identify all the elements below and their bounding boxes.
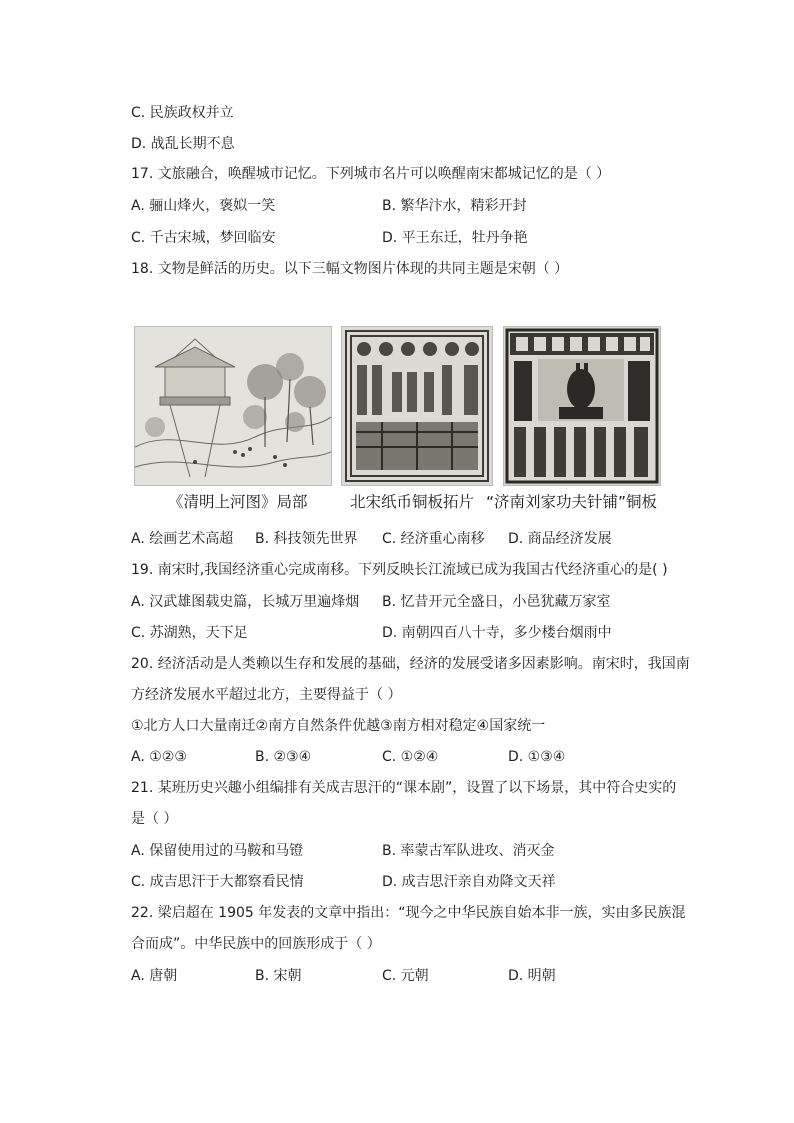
q22-stem-line1: 22. 梁启超在 1905 年发表的文章中指出：“现今之中华民族自始本非一族，实由多民族混 xyxy=(131,905,686,921)
q20-stem-line1: 20. 经济活动是人类赖以生存和发展的基础，经济的发展受诸多因素影响。南宋时，我国南 xyxy=(131,656,690,672)
q19-option-c[interactable]: C. 苏湖熟，天下足 xyxy=(131,625,248,641)
caption-needle-shop: “济南刘家功夫针铺”铜板 xyxy=(486,493,658,511)
song-paper-money-plate-image xyxy=(341,326,493,486)
q22-option-d[interactable]: D. 明朝 xyxy=(508,968,556,984)
caption-paper-money: 北宋纸币铜板拓片 xyxy=(350,493,475,511)
q16-option-c: C. 民族政权并立 xyxy=(131,105,234,121)
needle-shop-copper-plate-image xyxy=(503,326,661,486)
q21-option-c[interactable]: C. 成吉思汗于大都察看民情 xyxy=(131,874,304,890)
q20-stem-line2: 方经济发展水平超过北方，主要得益于（ ） xyxy=(131,687,402,703)
q19-stem: 19. 南宋时,我国经济重心完成南移。下列反映长江流域已成为我国古代经济重心的是( ) xyxy=(131,562,668,578)
q21-option-d[interactable]: D. 成吉思汗亲自劝降文天祥 xyxy=(382,874,556,890)
q17-option-c[interactable]: C. 千古宋城，梦回临安 xyxy=(131,230,276,246)
q19-option-a[interactable]: A. 汉武雄图载史篇，长城万里遍烽烟 xyxy=(131,594,360,610)
q22-option-b[interactable]: B. 宋朝 xyxy=(255,968,302,984)
q18-stem: 18. 文物是鲜活的历史。以下三幅文物图片体现的共同主题是宋朝（ ） xyxy=(131,261,569,277)
q20-option-d[interactable]: D. ①③④ xyxy=(508,749,566,765)
q17-option-a[interactable]: A. 骊山烽火，褒姒一笑 xyxy=(131,198,276,214)
caption-qingming: 《清明上河图》局部 xyxy=(168,493,308,511)
q22-option-c[interactable]: C. 元朝 xyxy=(382,968,429,984)
q18-option-d[interactable]: D. 商品经济发展 xyxy=(508,531,612,547)
q19-option-b[interactable]: B. 忆昔开元全盛日，小邑犹藏万家室 xyxy=(382,594,611,610)
q20-option-a[interactable]: A. ①②③ xyxy=(131,749,187,765)
q18-option-b[interactable]: B. 科技领先世界 xyxy=(255,531,358,547)
q22-stem-line2: 合而成”。中华民族中的回族形成于（ ） xyxy=(131,936,381,952)
q22-option-a[interactable]: A. 唐朝 xyxy=(131,968,178,984)
q20-option-c[interactable]: C. ①②④ xyxy=(382,749,439,765)
q17-option-d[interactable]: D. 平王东迁，牡丹争艳 xyxy=(382,230,528,246)
q17-stem: 17. 文旅融合，唤醒城市记忆。下列城市名片可以唤醒南宋都城记忆的是（ ） xyxy=(131,166,611,182)
qingming-painting-image xyxy=(134,326,332,486)
q21-stem-line2: 是（ ） xyxy=(131,811,178,827)
q16-option-d: D. 战乱长期不息 xyxy=(131,136,235,152)
q17-option-b[interactable]: B. 繁华汴水，精彩开封 xyxy=(382,198,527,214)
q20-choices: ①北方人口大量南迁②南方自然条件优越③南方相对稳定④国家统一 xyxy=(131,718,546,734)
q21-stem-line1: 21. 某班历史兴趣小组编排有关成吉思汗的“课本剧”，设置了以下场景，其中符合史实的 xyxy=(131,780,677,796)
q18-option-c[interactable]: C. 经济重心南移 xyxy=(382,531,485,547)
q20-option-b[interactable]: B. ②③④ xyxy=(255,749,312,765)
q21-option-a[interactable]: A. 保留使用过的马鞍和马镫 xyxy=(131,843,304,859)
q19-option-d[interactable]: D. 南朝四百八十寺，多少楼台烟雨中 xyxy=(382,625,612,641)
q18-option-a[interactable]: A. 绘画艺术高超 xyxy=(131,531,234,547)
q21-option-b[interactable]: B. 率蒙古军队进攻、消灭金 xyxy=(382,843,555,859)
